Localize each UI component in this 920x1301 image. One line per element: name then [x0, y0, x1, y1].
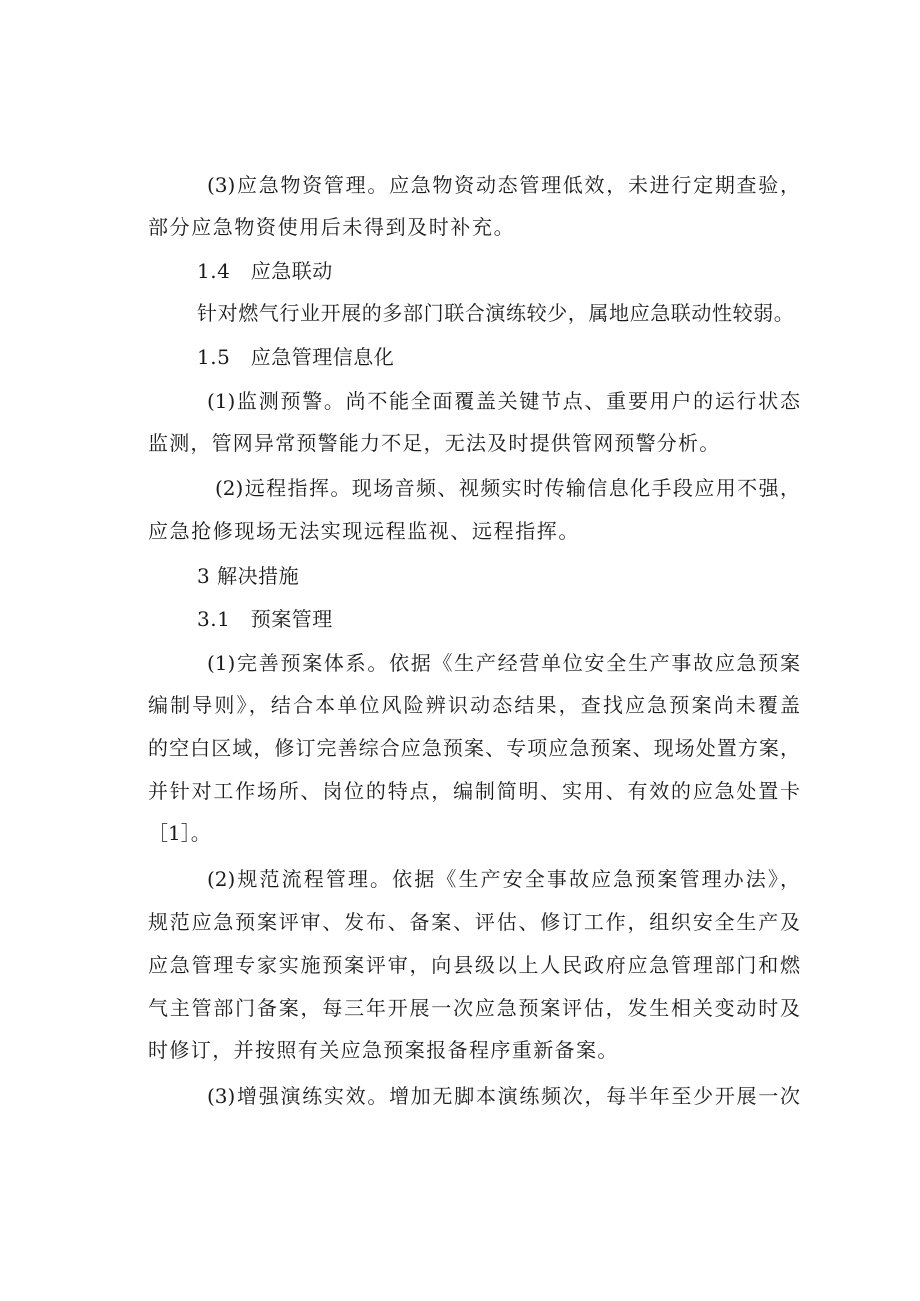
- paragraph-line: (1)完善预案体系。依据《生产经营单位安全生产事故应急预案: [207, 651, 800, 675]
- paragraph-line: 规范应急预案评审、发布、备案、评估、修订工作，组织安全生产及: [148, 910, 800, 934]
- paragraph-line: (2)远程指挥。现场音频、视频实时传输信息化手段应用不强，: [215, 476, 800, 500]
- citation-reference: ［1］。: [148, 821, 211, 845]
- paragraph-line: (1)监测预警。尚不能全面覆盖关键节点、重要用户的运行状态: [207, 389, 800, 413]
- section-heading: 3 解决措施: [197, 564, 300, 588]
- paragraph-line: 针对燃气行业开展的多部门联合演练较少，属地应急联动性较弱。: [197, 301, 795, 325]
- paragraph-line: 编制导则》，结合本单位风险辨识动态结果，查找应急预案尚未覆盖: [148, 693, 800, 717]
- paragraph-line: 应急管理专家实施预案评审，向县级以上人民政府应急管理部门和燃: [148, 953, 800, 977]
- paragraph-line: 应急抢修现场无法实现远程监视、远程指挥。: [148, 519, 580, 543]
- paragraph-line: 部分应急物资使用后未得到及时补充。: [148, 215, 516, 239]
- paragraph-line: 气主管部门备案，每三年开展一次应急预案评估，发生相关变动时及: [148, 996, 800, 1020]
- paragraph-line: (2)规范流程管理。依据《生产安全事故应急预案管理办法》，: [207, 867, 800, 891]
- section-heading: 3.1 预案管理: [197, 607, 333, 631]
- paragraph-line: 的空白区域，修订完善综合应急预案、专项应急预案、现场处置方案，: [148, 736, 800, 760]
- paragraph-line: 监测，管网异常预警能力不足，无法及时提供管网预警分析。: [148, 431, 721, 455]
- section-heading: 1.4 应急联动: [197, 259, 333, 283]
- paragraph-line: (3)应急物资管理。应急物资动态管理低效，未进行定期查验，: [207, 173, 800, 197]
- paragraph-line: (3)增强演练实效。增加无脚本演练频次，每半年至少开展一次: [207, 1084, 800, 1108]
- section-heading: 1.5 应急管理信息化: [197, 345, 395, 369]
- paragraph-line: 时修订，并按照有关应急预案报备程序重新备案。: [148, 1038, 619, 1062]
- paragraph-line: 并针对工作场所、岗位的特点，编制简明、实用、有效的应急处置卡: [148, 779, 800, 803]
